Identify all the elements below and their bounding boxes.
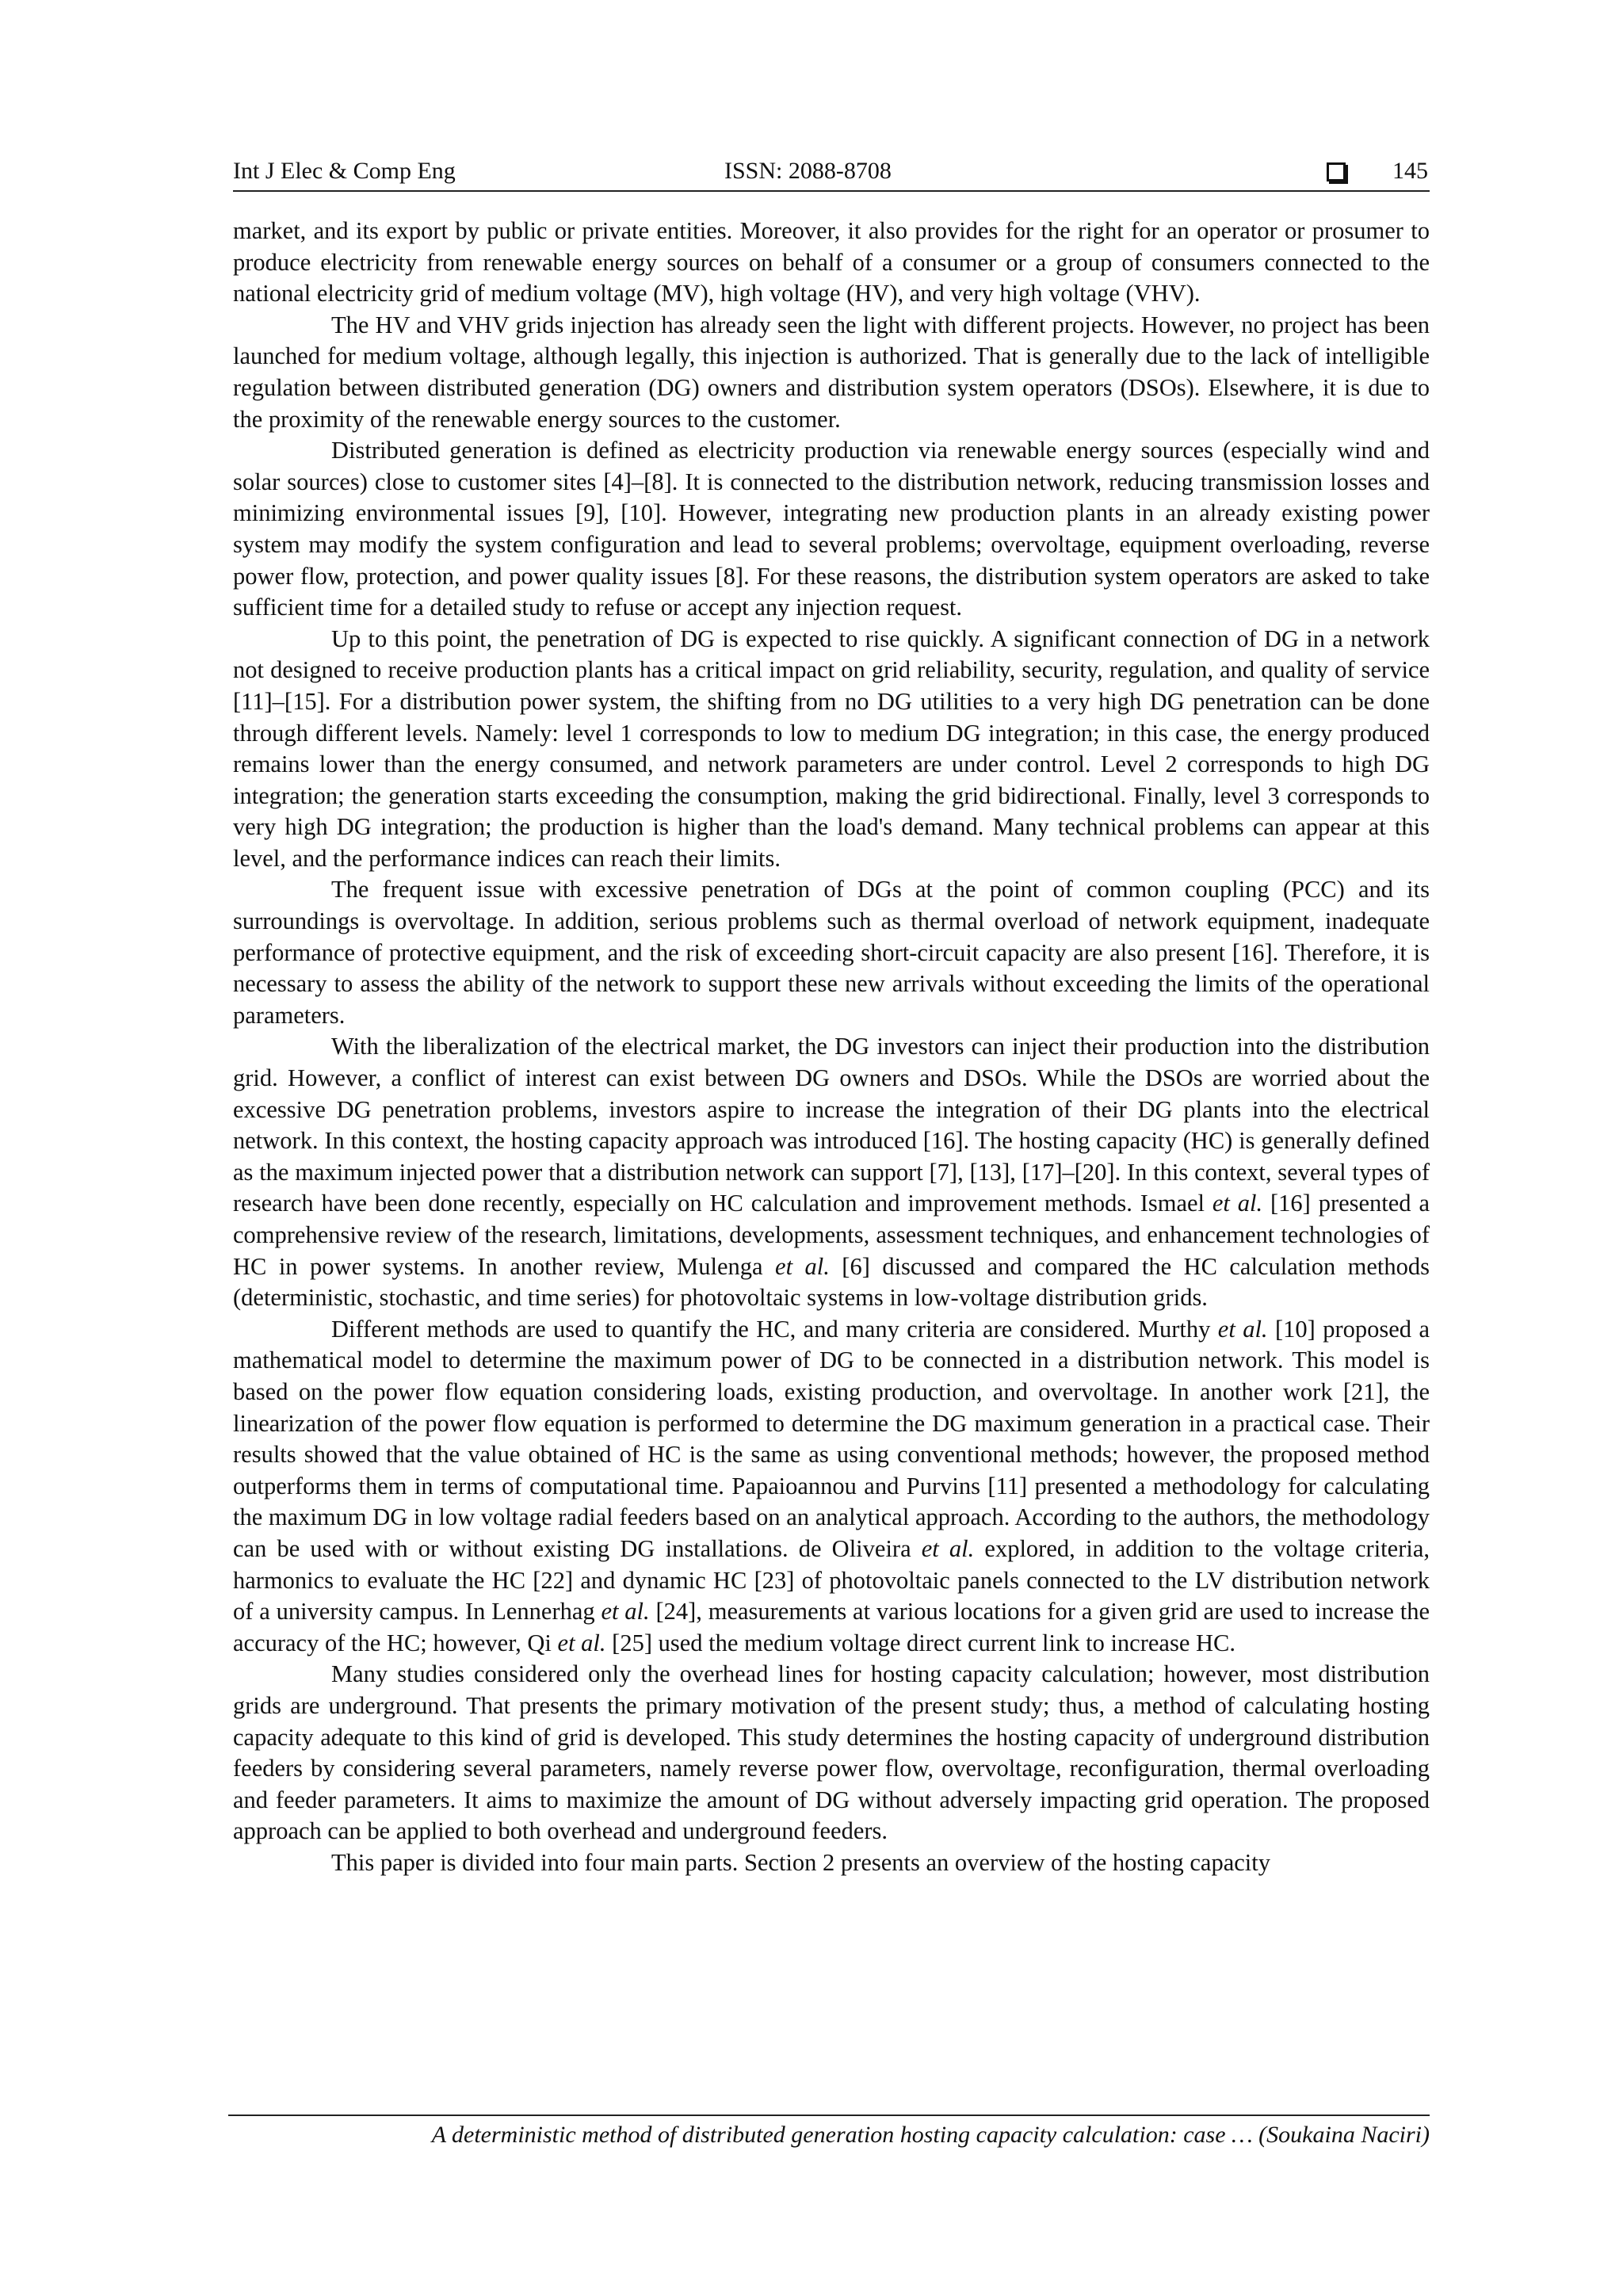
body-text	[233, 216, 1430, 1878]
running-title: A deterministic method of distributed generation hosting capacity calculation: case … (Soukaina Naciri)	[431, 2122, 1430, 2148]
checkbox-square-icon	[1327, 162, 1346, 181]
journal-name: Int J Elec & Comp Eng	[233, 158, 456, 184]
paragraph: This paper is divided into four main parts. Section 2 presents an overview of the hosting capacity	[331, 1848, 1270, 1876]
page-number: 145	[1392, 158, 1428, 184]
paragraph: The frequent issue with excessive penetration of DGs at the point of common coupling (PCC) and its surroundings is overvoltage. In addition, serious problems such as thermal overload of network equipment, inadequate performance of protective equipment, and the risk of exceeding short-circuit capacity are also present [16]. Therefore, it is necessary to assess the ability of the network to support these new arrivals without exceeding the limits of the operational parameters.	[233, 876, 1430, 1029]
paragraph: Up to this point, the penetration of DG is expected to rise quickly. A significant connection of DG in a network not designed to receive production plants has a critical impact on grid reliability, security, regulation, and quality of service [11]–[15]. For a distribution power system, the shifting from no DG utilities to a very high DG penetration can be done through different levels. Namely: level 1 corresponds to low to medium DG integration; in this case, the energy produced remains lower than the energy consumed, and network parameters are under control. Level 2 corresponds to high DG integration; the generation starts exceeding the consumption, making the grid bidirectional. Finally, level 3 corresponds to very high DG integration; the production is higher than the load's demand. Many technical problems can appear at this level, and the performance indices can reach their limits.	[233, 625, 1430, 872]
page-header	[233, 155, 1430, 192]
paragraph: market, and its export by public or private entities. Moreover, it also provides for the right for an operator or prosumer to produce electricity from renewable energy sources on behalf of a consumer or a group of consumers connected to the national electricity grid of medium voltage (MV), high voltage (HV), and very high voltage (VHV).	[233, 217, 1430, 308]
paragraph: The HV and VHV grids injection has already seen the light with different projects. However, no project has been launched for medium voltage, although legally, this injection is authorized. That is generally due to the lack of intelligible regulation between distributed generation (DG) owners and distribution system operators (DSOs). Elsewhere, it is due to the proximity of the renewable energy sources to the customer.	[233, 311, 1430, 433]
paragraph: Distributed generation is defined as electricity production via renewable energy sources (especially wind and solar sources) close to customer sites [4]–[8]. It is connected to the distribution network, reducing transmission losses and minimizing environmental issues [9], [10]. However, integrating new production plants in an already existing power system may modify the system configuration and lead to several problems; overvoltage, equipment overloading, reverse power flow, protection, and power quality issues [8]. For these reasons, the distribution system operators are asked to take sufficient time for a detailed study to refuse or accept any injection request.	[233, 437, 1430, 621]
paragraph: With the liberalization of the electrical market, the DG investors can inject their production into the distribution grid. However, a conflict of interest can exist between DG owners and DSOs. While the DSOs are worried about the excessive DG penetration problems, investors aspire to increase the integration of their DG plants into the electrical network. In this context, the hosting capacity approach was introduced [16]. The hosting capacity (HC) is generally defined as the maximum injected power that a distribution network can support [7], [13], [17]–[20]. In this context, several types of research have been done recently, especially on HC calculation and improvement methods. Ismael et al. [16] presented a comprehensive review of the research, limitations, developments, assessment techniques, and enhancement technologies of HC in power systems. In another review, Mulenga et al. [6] discussed and compared the HC calculation methods (deterministic, stochastic, and time series) for photovoltaic systems in low-voltage distribution grids.	[233, 1033, 1430, 1312]
issn: ISSN: 2088-8708	[724, 158, 892, 184]
paragraph: Different methods are used to quantify the HC, and many criteria are considered. Murthy et al. [10] proposed a mathematical model to determine the maximum power of DG to be connected in a distribution network. This model is based on the power flow equation considering loads, existing production, and overvoltage. In another work [21], the linearization of the power flow equation is performed to determine the DG maximum generation in a practical case. Their results showed that the value obtained of HC is the same as using conventional methods; however, the proposed method outperforms them in terms of computational time. Papaioannou and Purvins [11] presented a methodology for calculating the maximum DG in low voltage radial feeders based on an analytical approach. According to the authors, the methodology can be used with or without existing DG installations. de Oliveira et al. explored, in addition to the voltage criteria, harmonics to evaluate the HC [22] and dynamic HC [23] of photovoltaic panels connected to the LV distribution network of a university campus. In Lennerhag et al. [24], measurements at various locations for a given grid are used to increase the accuracy of the HC; however, Qi et al. [25] used the medium voltage direct current link to increase HC.	[233, 1315, 1430, 1656]
page-footer	[228, 2115, 1430, 2151]
paragraph: Many studies considered only the overhead lines for hosting capacity calculation; however, most distribution grids are underground. That presents the primary motivation of the present study; thus, a method of calculating hosting capacity adequate to this kind of grid is developed. This study determines the hosting capacity of underground distribution feeders by considering several parameters, namely reverse power flow, overvoltage, reconfiguration, thermal overloading and feeder parameters. It aims to maximize the amount of DG without adversely impacting grid operation. The proposed approach can be applied to both overhead and underground feeders.	[233, 1660, 1430, 1845]
